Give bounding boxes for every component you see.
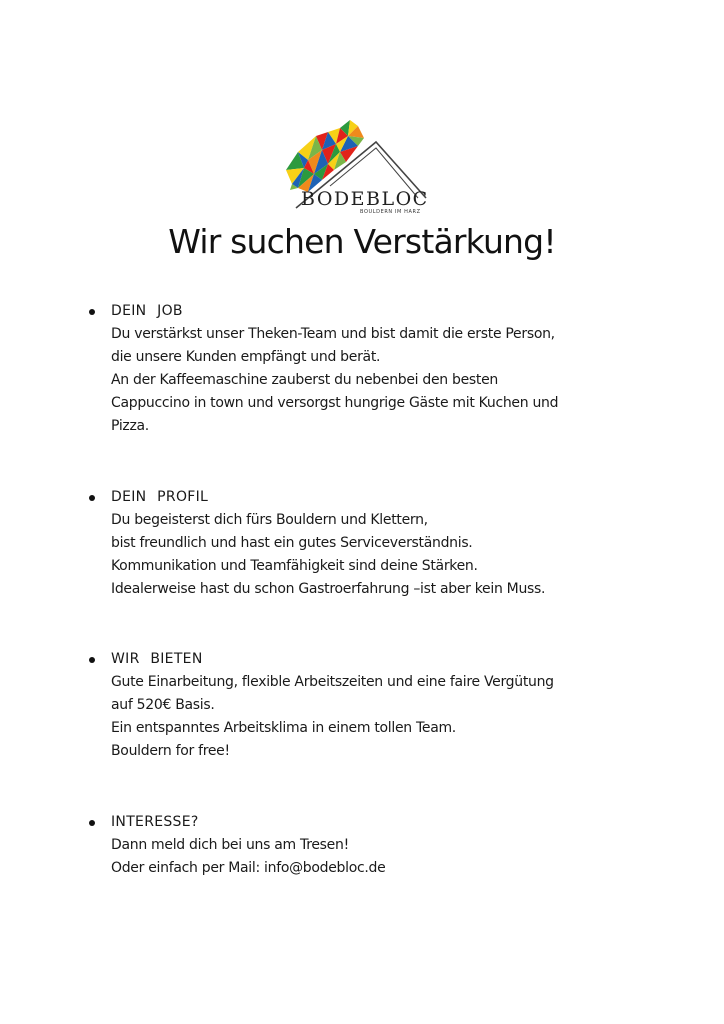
section-line: Gute Einarbeitung, flexible Arbeitszeiten und eine faire Vergütung xyxy=(111,674,554,690)
section-line: Du begeisterst dich fürs Bouldern und Klettern, xyxy=(111,512,428,528)
section-line: Bouldern for free! xyxy=(111,743,230,759)
bullet-icon xyxy=(89,495,95,501)
section-profil xyxy=(86,486,686,601)
section-line: die unsere Kunden empfängt und berät. xyxy=(111,349,381,365)
section-title: DEIN JOB xyxy=(111,303,183,319)
section-line: Idealerweise hast du schon Gastroerfahrung –ist aber kein Muss. xyxy=(111,581,546,597)
section-line: An der Kaffeemaschine zauberst du nebenbei den besten xyxy=(111,372,499,388)
section-line: Pizza. xyxy=(111,418,149,434)
section-interesse xyxy=(86,811,686,880)
section-job xyxy=(86,300,686,438)
contact-email-line[interactable]: Oder einfach per Mail: info@bodebloc.de xyxy=(111,860,386,876)
section-line: bist freundlich und hast ein gutes Serviceverständnis. xyxy=(111,535,473,551)
brand-tagline: BOULDERN IM HARZ xyxy=(360,209,421,215)
content-sections xyxy=(86,300,686,880)
section-title: WIR BIETEN xyxy=(111,651,203,667)
bullet-icon xyxy=(89,657,95,663)
section-line: Du verstärkst unser Theken-Team und bist damit die erste Person, xyxy=(111,326,555,342)
bullet-icon xyxy=(89,820,95,826)
section-line: Cappuccino in town und versorgst hungrige Gäste mit Kuchen und xyxy=(111,395,559,411)
section-title: DEIN PROFIL xyxy=(111,489,209,505)
bullet-icon xyxy=(89,309,95,315)
section-bieten xyxy=(86,648,686,763)
brand-name: BODEBLOC xyxy=(301,188,429,210)
section-line: auf 520€ Basis. xyxy=(111,697,215,713)
section-line: Ein entspanntes Arbeitsklima in einem tollen Team. xyxy=(111,720,456,736)
section-title: INTERESSE? xyxy=(111,814,199,830)
section-line: Dann meld dich bei uns am Tresen! xyxy=(111,837,349,853)
page-title: Wir suchen Verstärkung! xyxy=(168,222,556,261)
section-line: Kommunikation und Teamfähigkeit sind deine Stärken. xyxy=(111,558,478,574)
